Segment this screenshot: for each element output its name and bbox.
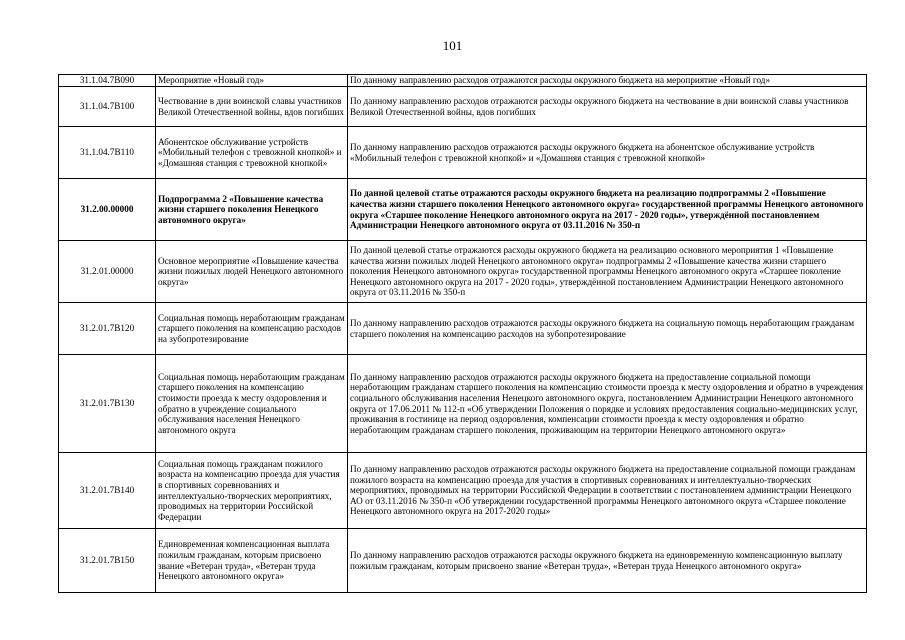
row-code: 31.1.04.7В100	[59, 87, 156, 127]
row-description: По данному направлению расходов отражаются расходы окружного бюджета на предоставление социальной помощи неработающим гражданам старшего поколения на компенсацию стоимости проезда к месту оздоровления и обратно в учреждения социального обслуживания населения Ненецкого автономного округа, постановлением Администрации Ненецкого автономного округа от 17.06.2011 № 112-п «Об утверждении Положения о порядке и условиях предоставления социально-медицинских услуг, проживания в гостинице на период оздоровления, компенсации стоимости проезда к месту оздоровления и обратно неработающим гражданам старшего поколения, проживающим на территории Ненецкого автономного округа»	[348, 355, 867, 453]
table-row	[59, 355, 867, 453]
table-row	[59, 303, 867, 355]
row-description: По данному направлению расходов отражаются расходы окружного бюджета на социальную помощь неработающим гражданам старшего поколения на компенсацию расходов на зубопротезирование	[348, 303, 867, 355]
row-name: Социальная помощь неработающим гражданам старшего поколения на компенсацию стоимости проезда к месту оздоровления и обратно в учреждение социального обслуживания населения Ненецкого автономного округа	[156, 355, 348, 453]
table-row	[59, 529, 867, 593]
row-description: По данному направлению расходов отражаются расходы окружного бюджета на предоставление социальной помощи гражданам пожилого возраста на компенсацию проезда для участия в спортивных соревнованиях и интеллектуально-творческих мероприятиях, проводимых на территории Российской Федерации в соответствии с постановлением администрации Ненецкого АО от 03.11.2016 № 350-п «Об утверждении государственной программы Ненецкого автономного округа «Старшее поколение Ненецкого автономного округа на 2017-2020 годы»	[348, 453, 867, 529]
row-name: Подпрограмма 2 «Повышение качества жизни старшего поколения Ненецкого автономного округа»	[156, 179, 348, 241]
row-name: Социальная помощь гражданам пожилого возраста на компенсацию проезда для участия в спортивных соревнованиях и интеллектуально-творческих мероприятиях, проводимых на территории Российской Федерации	[156, 453, 348, 529]
row-code: 31.2.01.7В120	[59, 303, 156, 355]
row-name: Единовременная компенсационная выплата пожилым гражданам, которым присвоено звание «Ветеран труда», «Ветеран труда Ненецкого автономного округа»	[156, 529, 348, 593]
row-code: 31.2.01.7В130	[59, 355, 156, 453]
table-row	[59, 241, 867, 303]
row-code: 31.2.00.00000	[59, 179, 156, 241]
row-description: По данной целевой статье отражаются расходы окружного бюджета на реализацию основного мероприятия 1 «Повышение качества жизни пожилых людей Ненецкого автономного округа» подпрограммы 2 «Повышение качества жизни старшего поколения Ненецкого автономного округа» государственной программы Ненецкого автономного округа «Старшее поколение Ненецкого автономного округа на 2017 - 2020 годы», утверждённой постановлением Администрации Ненецкого автономного округа от 03.11.2016 № 350-п	[348, 241, 867, 303]
row-description: По данному направлению расходов отражаются расходы окружного бюджета на абонентское обслуживание устройств «Мобильный телефон с тревожной кнопкой» и «Домашняя станция с тревожной кнопкой»	[348, 127, 867, 179]
table-row	[59, 87, 867, 127]
row-code: 31.2.01.00000	[59, 241, 156, 303]
row-name: Мероприятие «Новый год»	[156, 75, 348, 87]
row-description: По данному направлению расходов отражаются расходы окружного бюджета на чествование в дни воинской славы участников Великой Отечественной войны, вдов погибших	[348, 87, 867, 127]
budget-classification-table	[58, 74, 867, 593]
row-description: По данной целевой статье отражаются расходы окружного бюджета на реализацию подпрограммы 2 «Повышение качества жизни старшего поколения Ненецкого автономного округа» государственной программы Ненецкого автономного округа «Старшее поколение Ненецкого автономного округа на 2017 - 2020 годы», утверждённой постановлением Администрации Ненецкого автономного округа от 03.11.2016 № 350-п	[348, 179, 867, 241]
row-description: По данному направлению расходов отражаются расходы окружного бюджета на мероприятие «Новый год»	[348, 75, 867, 87]
row-code: 31.1.04.7В090	[59, 75, 156, 87]
row-code: 31.2.01.7В150	[59, 529, 156, 593]
row-name: Социальная помощь неработающим гражданам старшего поколения на компенсацию расходов на зубопротезирование	[156, 303, 348, 355]
table-row	[59, 179, 867, 241]
page-number: 101	[442, 38, 463, 53]
row-name: Основное мероприятие «Повышение качества жизни пожилых людей Ненецкого автономного округа»	[156, 241, 348, 303]
row-name: Абонентское обслуживание устройств «Мобильный телефон с тревожной кнопкой» и «Домашняя станция с тревожной кнопкой»	[156, 127, 348, 179]
table-row	[59, 127, 867, 179]
table-row	[59, 453, 867, 529]
row-description: По данному направлению расходов отражаются расходы окружного бюджета на единовременную компенсационную выплату пожилым гражданам, которым присвоено звание «Ветеран труда», «Ветеран труда Ненецкого автономного округа»	[348, 529, 867, 593]
row-code: 31.2.01.7В140	[59, 453, 156, 529]
table-row	[59, 75, 867, 87]
row-code: 31.1.04.7В110	[59, 127, 156, 179]
row-name: Чествование в дни воинской славы участников Великой Отечественной войны, вдов погибших	[156, 87, 348, 127]
